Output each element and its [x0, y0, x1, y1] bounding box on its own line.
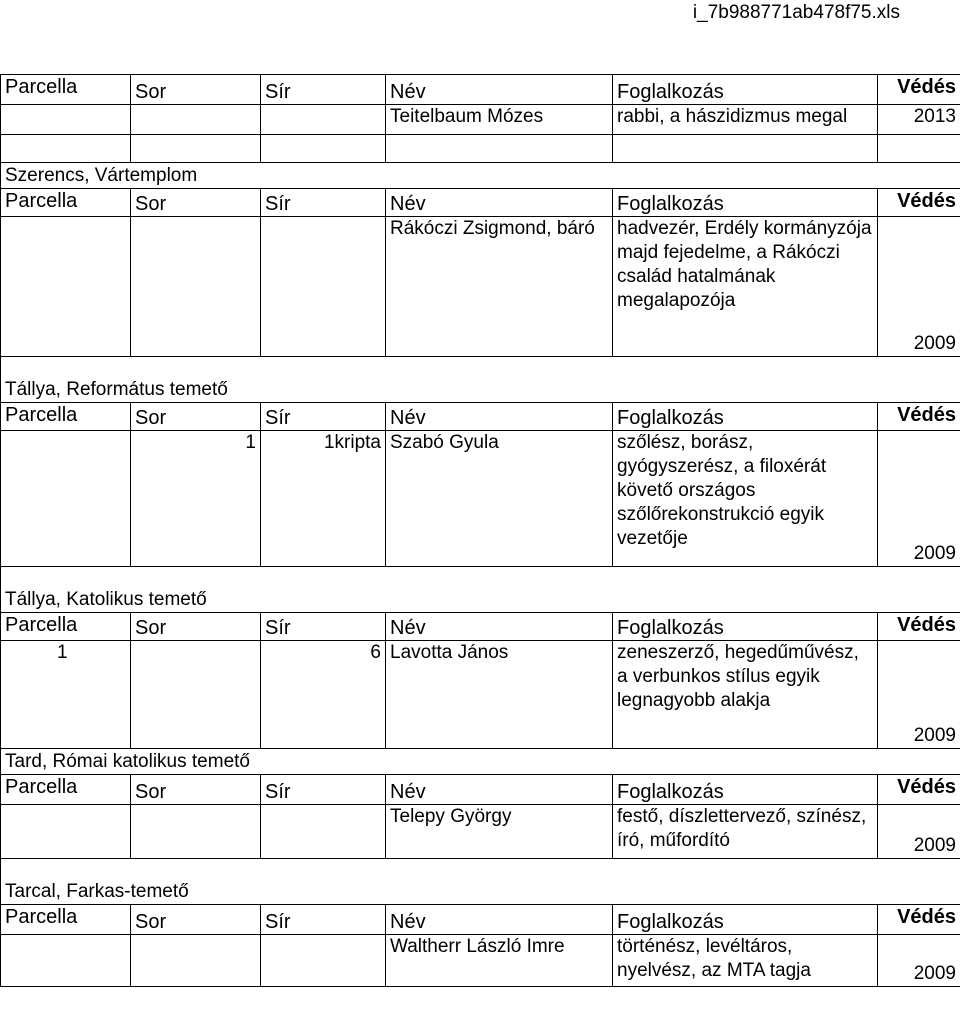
- header-parcella: Parcella: [1, 189, 131, 217]
- section-title: Tállya, Katolikus temető: [1, 567, 960, 613]
- header-nev: Név: [386, 775, 613, 805]
- header-nev: Név: [386, 613, 613, 641]
- table-row: [1, 805, 960, 859]
- cell-sir: [261, 935, 386, 987]
- grave-table: [0, 74, 960, 987]
- header-parcella: Parcella: [1, 775, 131, 805]
- cell-sor: [131, 805, 261, 859]
- cell-vedes: 2009: [878, 805, 960, 859]
- header-sor: Sor: [131, 775, 261, 805]
- header-sir: Sír: [261, 613, 386, 641]
- header-foglalkozas: Foglalkozás: [613, 775, 878, 805]
- header-parcella: Parcella: [1, 75, 131, 105]
- cell-foglalkozas: zeneszerző, hegedűművész, a verbunkos stílus egyik legnagyobb alakja: [613, 641, 878, 749]
- header-sir: Sír: [261, 189, 386, 217]
- header-nev: Név: [386, 75, 613, 105]
- header-parcella: Parcella: [1, 613, 131, 641]
- header-row: [1, 613, 960, 641]
- header-vedes: Védés: [878, 775, 960, 805]
- spreadsheet: [0, 74, 960, 987]
- header-sor: Sor: [131, 905, 261, 935]
- header-foglalkozas: Foglalkozás: [613, 905, 878, 935]
- cell-foglalkozas: hadvezér, Erdély kormányzója majd fejedelme, a Rákóczi család hatalmának megalapozója: [613, 217, 878, 357]
- table-row: [1, 935, 960, 987]
- cell-sor: [131, 641, 261, 749]
- header-sor: Sor: [131, 75, 261, 105]
- cell-foglalkozas: történész, levéltáros, nyelvész, az MTA tagja: [613, 935, 878, 987]
- header-row: [1, 189, 960, 217]
- table-row: [1, 641, 960, 749]
- header-nev: Név: [386, 905, 613, 935]
- header-vedes: Védés: [878, 189, 960, 217]
- header-foglalkozas: Foglalkozás: [613, 75, 878, 105]
- cell-nev: Lavotta János: [386, 641, 613, 749]
- cell-vedes: 2009: [878, 935, 960, 987]
- cell-parcella: [1, 431, 131, 567]
- cell-parcella: [1, 805, 131, 859]
- section-title: Tarcal, Farkas-temető: [1, 859, 960, 905]
- header-nev: Név: [386, 403, 613, 431]
- header-vedes: Védés: [878, 905, 960, 935]
- header-row: [1, 75, 960, 105]
- cell-sor: [131, 105, 261, 135]
- header-row: [1, 905, 960, 935]
- header-sor: Sor: [131, 403, 261, 431]
- cell-nev: Waltherr László Imre: [386, 935, 613, 987]
- cell-sor: 1: [131, 431, 261, 567]
- cell-nev: Rákóczi Zsigmond, báró: [386, 217, 613, 357]
- file-name: i_7b988771ab478f75.xls: [692, 2, 900, 23]
- section-title-row: [1, 357, 960, 403]
- header-sir: Sír: [261, 775, 386, 805]
- empty-row: [1, 135, 960, 163]
- table-row: [1, 431, 960, 567]
- header-vedes: Védés: [878, 75, 960, 105]
- header-nev: Név: [386, 189, 613, 217]
- header-row: [1, 403, 960, 431]
- table-row: [1, 105, 960, 135]
- cell-parcella: [1, 217, 131, 357]
- section-title: Tállya, Református temető: [1, 357, 960, 403]
- cell-vedes: 2009: [878, 431, 960, 567]
- cell-nev: Szabó Gyula: [386, 431, 613, 567]
- cell-sor: [131, 935, 261, 987]
- header-row: [1, 775, 960, 805]
- cell-sir: [261, 805, 386, 859]
- header-sor: Sor: [131, 189, 261, 217]
- header-parcella: Parcella: [1, 403, 131, 431]
- cell-nev: Telepy György: [386, 805, 613, 859]
- section-title-row: [1, 859, 960, 905]
- section-title-row: [1, 749, 960, 775]
- header-vedes: Védés: [878, 403, 960, 431]
- header-sor: Sor: [131, 613, 261, 641]
- cell-sir: [261, 105, 386, 135]
- cell-vedes: 2013: [878, 105, 960, 135]
- cell-nev: Teitelbaum Mózes: [386, 105, 613, 135]
- cell-foglalkozas: festő, díszlettervező, színész, író, műfordító: [613, 805, 878, 859]
- cell-sir: 1kripta: [261, 431, 386, 567]
- cell-sor: [131, 217, 261, 357]
- section-title: Szerencs, Vártemplom: [1, 163, 960, 189]
- cell-vedes: 2009: [878, 641, 960, 749]
- cell-sir: [261, 217, 386, 357]
- cell-parcella: 1: [1, 641, 131, 749]
- cell-foglalkozas: szőlész, borász, gyógyszerész, a filoxérát követő országos szőlőrekonstrukció egyik vezetője: [613, 431, 878, 567]
- cell-vedes: 2009: [878, 217, 960, 357]
- section-title-row: [1, 567, 960, 613]
- cell-parcella: [1, 935, 131, 987]
- section-title: Tard, Római katolikus temető: [1, 749, 960, 775]
- table-row: [1, 217, 960, 357]
- cell-sir: 6: [261, 641, 386, 749]
- section-title-row: [1, 163, 960, 189]
- header-vedes: Védés: [878, 613, 960, 641]
- header-foglalkozas: Foglalkozás: [613, 403, 878, 431]
- cell-foglalkozas: rabbi, a hászidizmus megal: [613, 105, 878, 135]
- header-foglalkozas: Foglalkozás: [613, 189, 878, 217]
- header-sir: Sír: [261, 403, 386, 431]
- header-parcella: Parcella: [1, 905, 131, 935]
- header-sir: Sír: [261, 905, 386, 935]
- cell-parcella: [1, 105, 131, 135]
- header-sir: Sír: [261, 75, 386, 105]
- header-foglalkozas: Foglalkozás: [613, 613, 878, 641]
